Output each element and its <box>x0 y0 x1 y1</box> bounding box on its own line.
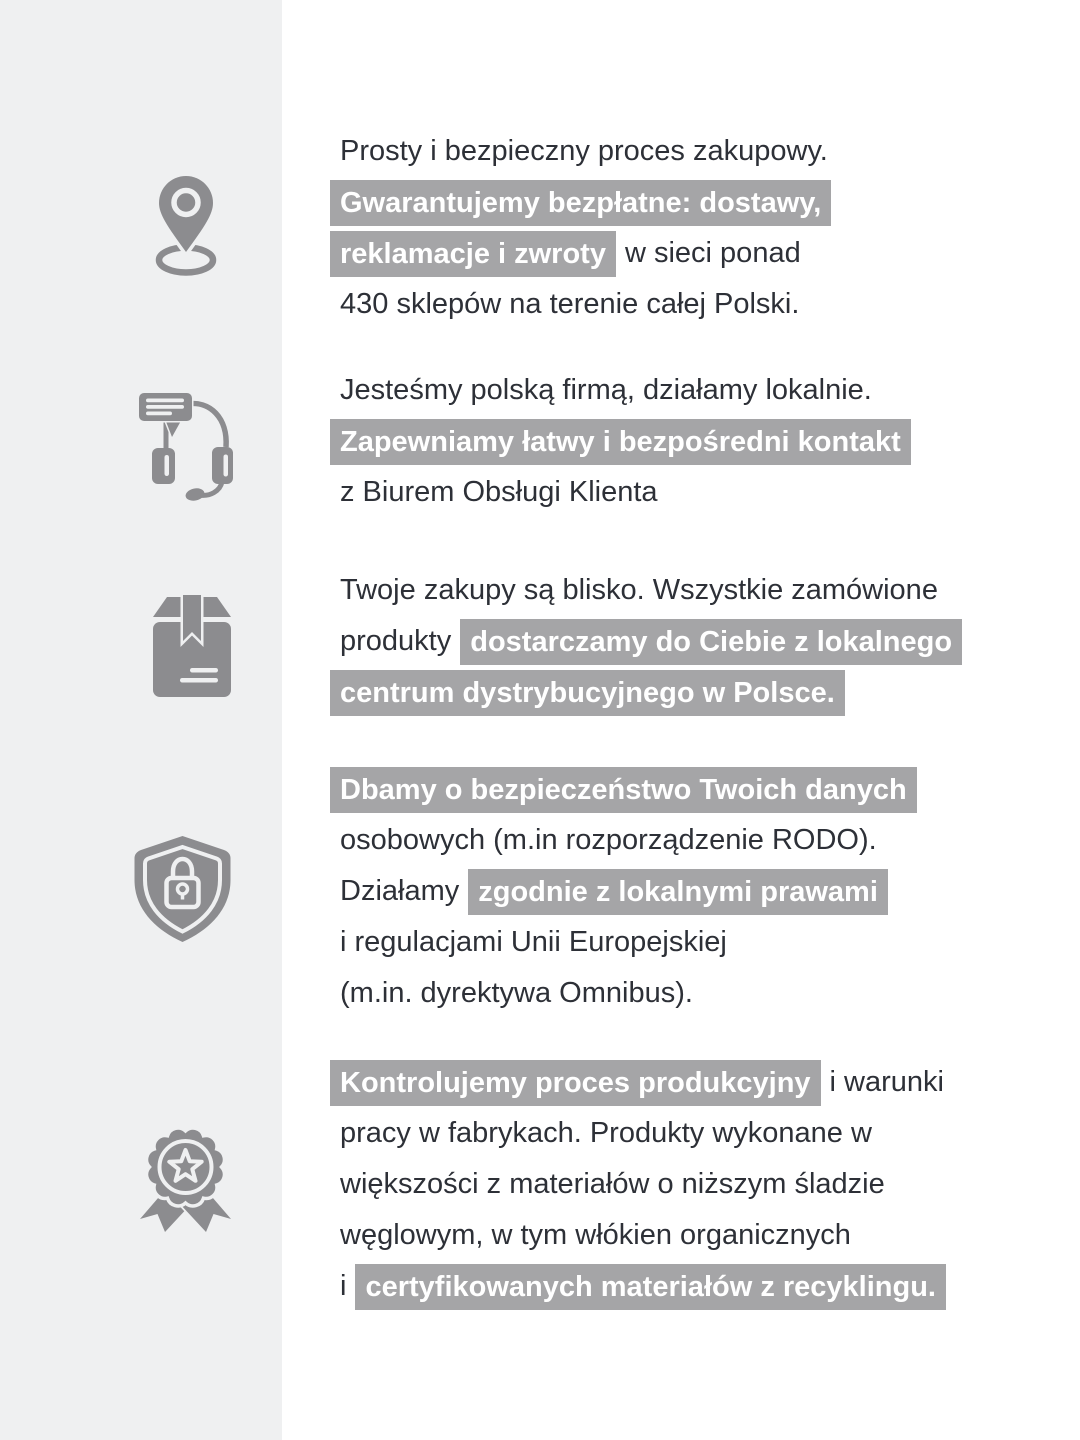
highlighted-text-segment: Gwarantujemy bezpłatne: dostawy, <box>330 180 831 226</box>
text-segment: i <box>340 1270 347 1302</box>
text-segment: 430 sklepów na terenie całej Polski. <box>340 288 800 320</box>
text-line <box>340 968 917 1019</box>
text-line <box>340 365 911 416</box>
sidebar <box>0 0 282 1440</box>
highlighted-text-segment: Kontrolujemy proces produkcyjny <box>330 1060 821 1106</box>
text-line <box>340 228 831 279</box>
text-line <box>340 416 911 467</box>
text-line <box>340 279 831 330</box>
text-line <box>340 565 962 616</box>
text-segment: i warunki <box>829 1066 944 1098</box>
text-segment: Prosty i bezpieczny proces zakupowy. <box>340 135 828 167</box>
highlighted-text-segment: centrum dystrybucyjnego w Polsce. <box>330 670 845 716</box>
text-line <box>340 815 917 866</box>
text-segment: (m.in. dyrektywa Omnibus). <box>340 977 693 1009</box>
highlighted-text-segment: dostarczamy do Ciebie z lokalnego <box>460 619 962 665</box>
text-line <box>340 1261 946 1312</box>
benefit-section-production-control <box>340 1057 946 1312</box>
text-segment: Jesteśmy polską firmą, działamy lokalnie. <box>340 374 872 406</box>
highlighted-text-segment: certyfikowanych materiałów z recyklingu. <box>355 1264 946 1310</box>
benefit-section-local-company-contact <box>340 365 911 518</box>
benefit-section-shopping-process <box>340 126 831 330</box>
highlighted-text-segment: zgodnie z lokalnymi prawami <box>468 869 888 915</box>
text-line <box>340 1057 946 1108</box>
text-segment: większości z materiałów o niższym śladzie <box>340 1168 885 1200</box>
highlighted-text-segment: Dbamy o bezpieczeństwo Twoich danych <box>330 767 917 813</box>
highlighted-text-segment: reklamacje i zwroty <box>330 231 616 277</box>
text-segment: osobowych (m.in rozporządzenie RODO). <box>340 824 877 856</box>
text-line <box>340 1210 946 1261</box>
highlighted-text-segment: Zapewniamy łatwy i bezpośredni kontakt <box>330 419 911 465</box>
text-line <box>340 866 917 917</box>
text-line <box>340 467 911 518</box>
text-line <box>340 126 831 177</box>
text-line <box>340 616 962 667</box>
text-line <box>340 1108 946 1159</box>
text-segment: Twoje zakupy są blisko. Wszystkie zamówione <box>340 574 938 606</box>
shield-lock-icon <box>130 833 235 945</box>
location-pin-icon <box>153 172 219 280</box>
headset-chat-icon <box>136 390 236 508</box>
text-segment: w sieci ponad <box>624 237 801 269</box>
benefit-section-local-distribution <box>340 565 962 718</box>
benefit-section-data-security <box>340 764 917 1019</box>
text-line <box>340 1159 946 1210</box>
package-box-icon <box>150 595 234 699</box>
text-line <box>340 667 962 718</box>
text-segment: pracy w fabrykach. Produkty wykonane w <box>340 1117 872 1149</box>
text-line <box>340 764 917 815</box>
text-line <box>340 917 917 968</box>
text-segment: z Biurem Obsługi Klienta <box>340 476 658 508</box>
text-segment: Działamy <box>340 875 460 907</box>
award-badge-icon <box>133 1121 238 1234</box>
text-segment: i regulacjami Unii Europejskiej <box>340 926 727 958</box>
text-segment: węglowym, w tym włókien organicznych <box>340 1219 851 1251</box>
text-segment: produkty <box>340 625 452 657</box>
text-line <box>340 177 831 228</box>
